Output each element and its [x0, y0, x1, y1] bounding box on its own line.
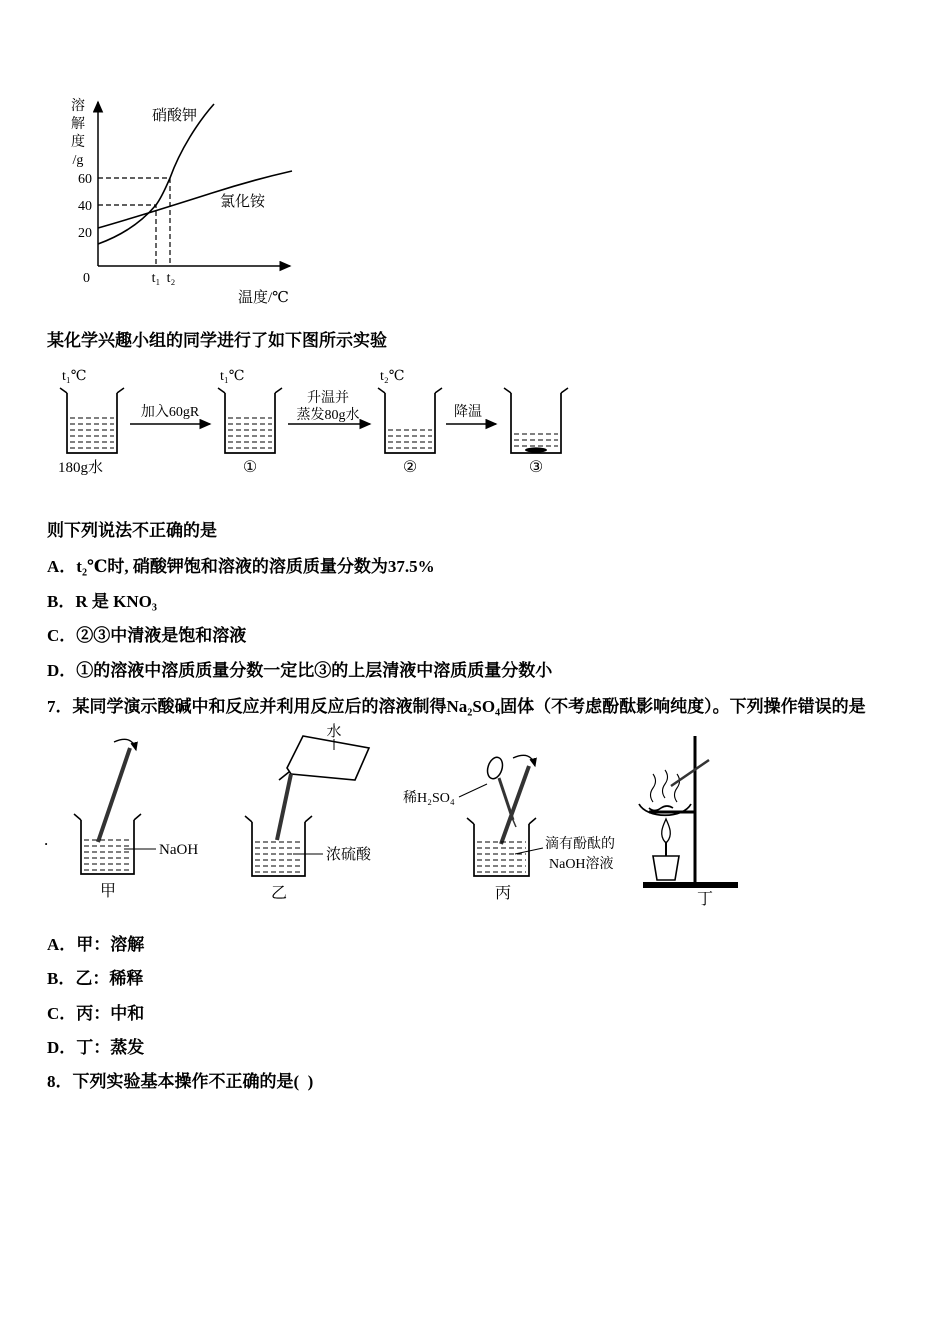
beaker-outline — [385, 393, 435, 453]
beaker-lip — [467, 818, 536, 824]
beaker-1 — [58, 369, 124, 476]
dropper-bulb — [485, 755, 505, 780]
beaker-lip — [218, 388, 282, 393]
liquid-hatching — [84, 840, 131, 870]
dilute-h2so4-label: 稀H₂SO₄ — [403, 791, 455, 806]
beaker-outline — [225, 393, 275, 453]
y-tick-60: 60 — [78, 172, 92, 187]
y-axis-label-char: 解 — [71, 117, 85, 132]
liquid-hatching — [477, 842, 526, 872]
precipitate — [525, 447, 547, 452]
question7-option-a: A．甲：溶解 — [47, 935, 145, 954]
arrow-1-label: 加入60gR — [140, 405, 200, 420]
beaker-1-temp: t₁℃ — [62, 369, 87, 384]
stir-arrow-icon — [114, 739, 136, 750]
stir-arrow-icon — [513, 755, 535, 766]
question8-stem: 8．下列实验基本操作不正确的是( ) — [47, 1072, 314, 1091]
phenolphthalein-label-line2: NaOH溶液 — [549, 857, 614, 872]
liquid-hatching — [228, 418, 272, 448]
glass-rod — [671, 760, 709, 786]
arrow-3-label: 降温 — [454, 405, 482, 420]
beaker-3 — [378, 369, 442, 476]
pouring-vessel — [287, 736, 369, 780]
phenolphthalein-label-line1: 滴有酚酞的 — [545, 837, 615, 852]
naoh-label: NaOH — [159, 842, 199, 858]
y-axis-label-char: 溶 — [71, 99, 85, 114]
stray-period-mark: . — [44, 830, 49, 849]
question6-option-b: B．R 是 KNO₃ — [47, 592, 157, 611]
arrow-2-label-line1: 升温并 — [307, 391, 349, 406]
experiment-flow-diagram — [46, 366, 576, 501]
beaker-outline — [67, 393, 117, 453]
beaker-lip — [60, 388, 124, 393]
beaker-2 — [218, 369, 282, 476]
y-tick-40: 40 — [78, 199, 92, 214]
solubility-chart — [40, 86, 310, 308]
caption-jia: 甲 — [99, 883, 117, 900]
flame-icon — [662, 819, 671, 842]
curve-label-kno3: 硝酸钾 — [152, 108, 198, 124]
beaker-2-caption: ① — [242, 459, 258, 476]
beaker-1-caption: 180g水 — [58, 460, 104, 476]
caption-bing: 丙 — [494, 885, 512, 902]
q7-apparatus-diagram — [38, 722, 738, 917]
question6-option-d: D．①的溶液中溶质质量分数一定比③的上层清液中溶质质量分数小 — [47, 661, 553, 680]
beaker-outline — [511, 393, 561, 453]
question7-stem: 7．某同学演示酸碱中和反应并利用反应后的溶液制得Na₂SO₄固体（不考虑酚酞影响纯度）。下列操作错误的是 — [47, 697, 866, 716]
liquid-hatching — [388, 430, 432, 448]
beaker-lip — [378, 388, 442, 393]
origin-label: 0 — [83, 271, 90, 286]
arrow-add-60gR — [130, 404, 210, 424]
guide-60-t2 — [98, 178, 170, 266]
arrow-heat-evaporate — [288, 390, 370, 424]
question7-option-c: C．丙：中和 — [47, 1004, 145, 1023]
apparatus-yi-dilute — [245, 723, 372, 902]
vapor-squiggles — [651, 770, 680, 802]
curve-label-nh4cl: 氯化铵 — [220, 194, 266, 210]
stand-base — [643, 882, 738, 888]
beaker-lip — [245, 816, 312, 822]
intro-text: 某化学兴趣小组的同学进行了如下图所示实验 — [47, 331, 387, 350]
beaker-outline — [81, 820, 134, 874]
beaker-3-temp: t₂℃ — [380, 369, 405, 384]
y-axis-label-char: 度 — [71, 135, 85, 150]
liquid-hatching — [514, 434, 558, 446]
question6-option-a: A．t₂℃时, 硝酸钾饱和溶液的溶质质量分数为37.5% — [47, 557, 435, 576]
x-tick-t1: t₁ — [151, 271, 161, 286]
concentrated-acid-label: 浓硫酸 — [326, 847, 372, 863]
question6-option-c: C．②③中清液是饱和溶液 — [47, 626, 247, 645]
x-tick-t2: t₂ — [166, 271, 176, 286]
glass-rod — [277, 774, 291, 840]
apparatus-ding-evaporate — [639, 736, 738, 908]
boiling-liquid — [649, 806, 673, 811]
glass-rod — [501, 766, 529, 844]
apparatus-bing-neutralize — [403, 755, 615, 902]
caption-yi: 乙 — [270, 885, 288, 902]
x-axis-label: 温度/℃ — [238, 290, 289, 306]
apparatus-jia-dissolve — [74, 739, 198, 900]
beaker-2-temp: t₁℃ — [220, 369, 245, 384]
caption-ding: 丁 — [696, 891, 714, 908]
liquid-hatching — [255, 842, 302, 872]
glass-rod — [98, 748, 130, 842]
arrow-cool-down — [446, 404, 496, 424]
water-label: 水 — [326, 724, 342, 740]
beaker-lip — [504, 388, 568, 393]
arrow-2-label-line2: 蒸发80g水 — [296, 408, 360, 423]
beaker-outline — [474, 824, 529, 876]
label-pointer — [459, 784, 487, 797]
beaker-4-caption: ③ — [528, 459, 544, 476]
beaker-3-caption: ② — [402, 459, 418, 476]
y-tick-20: 20 — [78, 226, 92, 241]
alcohol-lamp — [653, 856, 679, 880]
question7-option-d: D．丁：蒸发 — [47, 1038, 145, 1057]
question7-option-b: B．乙：稀释 — [47, 969, 144, 988]
liquid-hatching — [70, 418, 114, 448]
y-axis-label-char: /g — [72, 153, 84, 168]
question6-stem: 则下列说法不正确的是 — [47, 521, 217, 540]
vessel-spout — [279, 772, 289, 780]
beaker-4 — [504, 388, 568, 476]
dropper-tip — [513, 820, 516, 827]
